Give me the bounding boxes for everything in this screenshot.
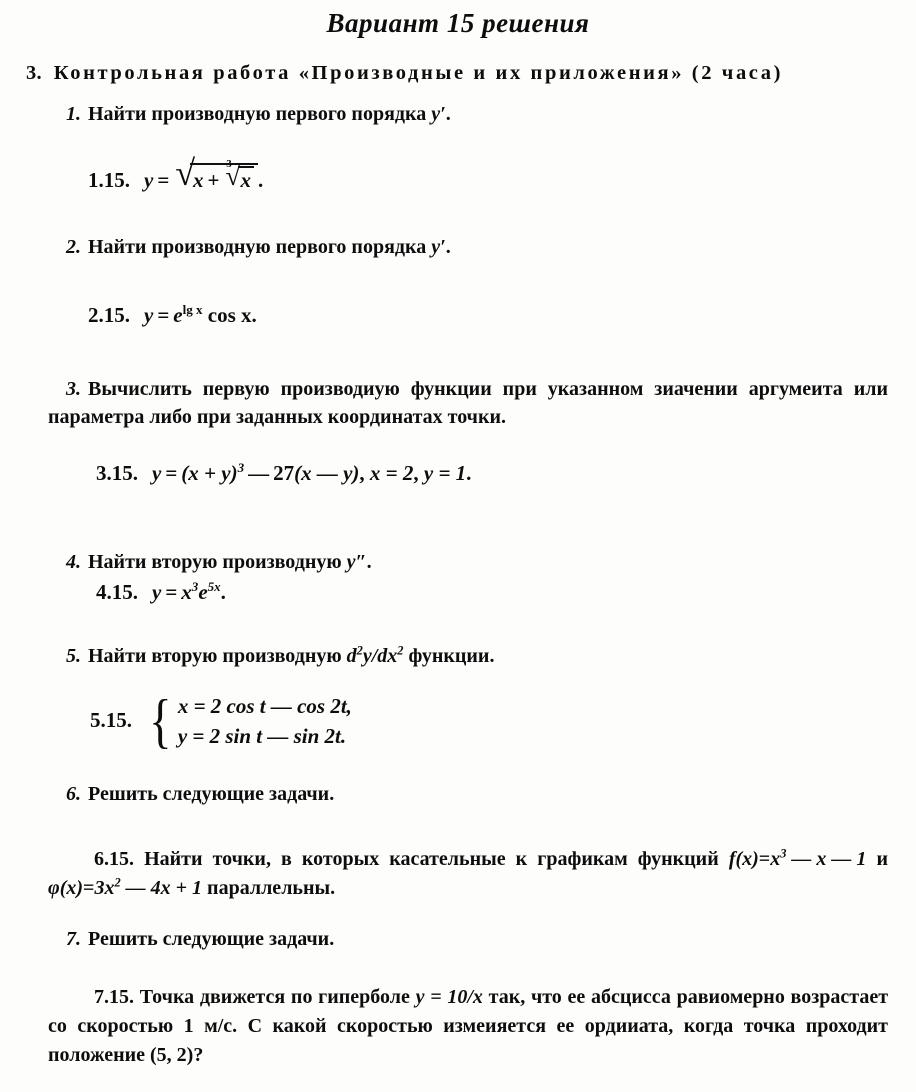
function-phi-6-15 <box>48 874 202 903</box>
e-power-4-15: 5x <box>207 579 221 594</box>
formula-label-2-15: 2.15. <box>88 303 130 327</box>
binomial-power-3-15: 3 <box>237 460 245 475</box>
cube-radicand-1-15: x <box>240 168 251 192</box>
task-prompt-2 <box>66 236 451 259</box>
equals-sign-3-15: = <box>165 461 178 485</box>
conjunction-6-15: и <box>876 848 889 870</box>
task-number-1: 1. <box>66 103 81 125</box>
formula-label-3-15: 3.15. <box>96 461 138 485</box>
formula-label-6-15: 6.15. <box>94 848 134 870</box>
plus-sign-1-15: + <box>207 168 220 192</box>
outer-sqrt-1-15 <box>175 158 258 193</box>
formula-lhs-3-15: y <box>152 461 162 485</box>
task-prompt-3 <box>48 375 888 432</box>
second-group-3-15: (x — y) <box>294 461 360 485</box>
task-prompt-text-5b: функции. <box>408 645 495 667</box>
phi-equals-6-15: = <box>83 876 95 899</box>
task-prompt-7 <box>66 928 334 951</box>
task-prompt-6 <box>66 783 334 806</box>
phi-power-6-15: 2 <box>114 875 121 890</box>
exp-base-2-15: e <box>173 303 183 327</box>
task-prompt-text-5a: Найти вторую производную <box>88 645 342 667</box>
left-brace-icon: { <box>149 688 172 755</box>
formula-7-15 <box>48 983 888 1069</box>
formula-5-15 <box>90 688 352 755</box>
condition-y-3-15: y = 1 <box>423 461 467 485</box>
problem-text-6-15-before: Найти точки, в которых касательные к графикам функций <box>144 848 719 870</box>
x-base-4-15: x <box>181 580 192 604</box>
system-line-y: y = 2 sin t — sin 2t. <box>177 723 347 748</box>
formula-4-15 <box>96 580 226 605</box>
task-prompt-math-1: y′ <box>431 103 446 125</box>
formula-lhs-4-15: y <box>152 580 162 604</box>
f-power-6-15: 3 <box>780 846 787 861</box>
function-f-6-15 <box>729 845 867 874</box>
exponent-2-15: lg x <box>182 302 203 317</box>
formula-1-15 <box>88 158 264 193</box>
section-title-text: Контрольная работа «Производные и их приложения» (2 часа) <box>53 62 784 84</box>
period-1: . <box>445 103 451 125</box>
formula-6-15 <box>48 845 888 903</box>
root-index-1-15: √ 3 <box>226 158 232 171</box>
f-base-6-15: x <box>770 848 781 870</box>
task-number-2: 2. <box>66 236 81 258</box>
binomial-group-3-15: (x + y) <box>181 461 238 485</box>
formula-period-1-15: . <box>257 168 264 192</box>
equals-sign-4-15: = <box>165 580 178 604</box>
formula-period-2-15: . <box>251 303 257 327</box>
e-base-4-15: e <box>198 580 208 604</box>
task-number-3: 3. <box>66 378 81 400</box>
phi-notation-6-15: φ(x) <box>48 876 84 899</box>
hyperbola-equation-7-15: y = 10/x <box>415 986 483 1008</box>
phi-coefficient-6-15: 3x <box>94 876 115 899</box>
task-prompt-5 <box>66 645 494 668</box>
f-equals-6-15: = <box>758 848 771 870</box>
equation-system-5-15 <box>146 688 352 755</box>
phi-remainder-6-15: — 4x + 1 <box>125 876 203 899</box>
equals-sign-2-15: = <box>157 303 170 327</box>
task-number-6: 6. <box>66 783 81 805</box>
system-line-x: x = 2 cos t — cos 2t, <box>177 694 352 718</box>
formula-label-5-15: 5.15. <box>90 707 132 732</box>
formula-2-15 <box>88 303 257 328</box>
task-prompt-4 <box>66 551 372 574</box>
formula-period-3-15: . <box>466 461 472 485</box>
task-prompt-text-2: Найти производную первого порядка <box>88 236 427 258</box>
formula-label-1-15: 1.15. <box>88 168 130 192</box>
task-prompt-text-4: Найти вторую производную <box>88 551 342 573</box>
minus-sign-3-15: — <box>248 461 270 485</box>
period-2: . <box>445 236 451 258</box>
cube-root-1-15 <box>225 158 254 193</box>
task-number-7: 7. <box>66 928 81 950</box>
equals-sign-1-15: = <box>157 168 170 192</box>
section-heading <box>26 62 888 85</box>
formula-label-7-15: 7.15. <box>94 986 134 1008</box>
problem-text-6-15-after: параллельны. <box>207 876 336 899</box>
task-prompt-math-5: $d^2y/dx^2$ <box>346 643 404 667</box>
task-prompt-text-1: Найти производную первого порядка <box>88 103 427 125</box>
f-remainder-6-15: — x — 1 <box>791 848 867 870</box>
x-power-4-15: 3 <box>191 579 199 594</box>
problem-text-7-15-after: так, что ее абсцисса равиомерно возрастает со скоростью 1 м/с. С какой скоростью измеияется ее ордииата, когда точка проходит положение (5, 2)? <box>48 986 889 1066</box>
task-number-5: 5. <box>66 645 81 667</box>
radicand-term-1: x <box>192 168 204 192</box>
task-prompt-1 <box>66 103 451 126</box>
task-prompt-math-2: y′ <box>431 236 446 258</box>
formula-lhs-1-15: y <box>144 168 154 192</box>
cosine-factor-2-15: cos x <box>207 303 252 327</box>
task-prompt-math-4: y″ <box>346 551 367 573</box>
formula-lhs-2-15: y <box>144 303 154 327</box>
comma-2-3-15: , <box>413 461 419 485</box>
comma-1-3-15: , <box>359 461 365 485</box>
f-notation-6-15: f(x) <box>728 848 759 870</box>
problem-text-7-15-before: Точка движется по гиперболе <box>139 986 410 1008</box>
condition-x-3-15: x = 2 <box>369 461 414 485</box>
formula-period-4-15: . <box>220 580 226 604</box>
formula-label-4-15: 4.15. <box>96 580 138 604</box>
period-4: . <box>366 551 372 573</box>
page-title: Вариант 15 решения <box>326 8 590 38</box>
task-prompt-text-7: Решить следующие задачи. <box>88 928 335 950</box>
task-prompt-text-6: Решить следующие задачи. <box>88 783 335 805</box>
task-prompt-text-3: Вычислить первую производиую функции при указанном зиачении аргумеита или параметра либо при заданных координатах точки. <box>48 378 888 429</box>
section-number: 3. <box>26 62 42 84</box>
formula-3-15 <box>96 461 471 486</box>
coefficient-3-15: 27 <box>273 461 295 485</box>
task-number-4: 4. <box>66 551 81 573</box>
